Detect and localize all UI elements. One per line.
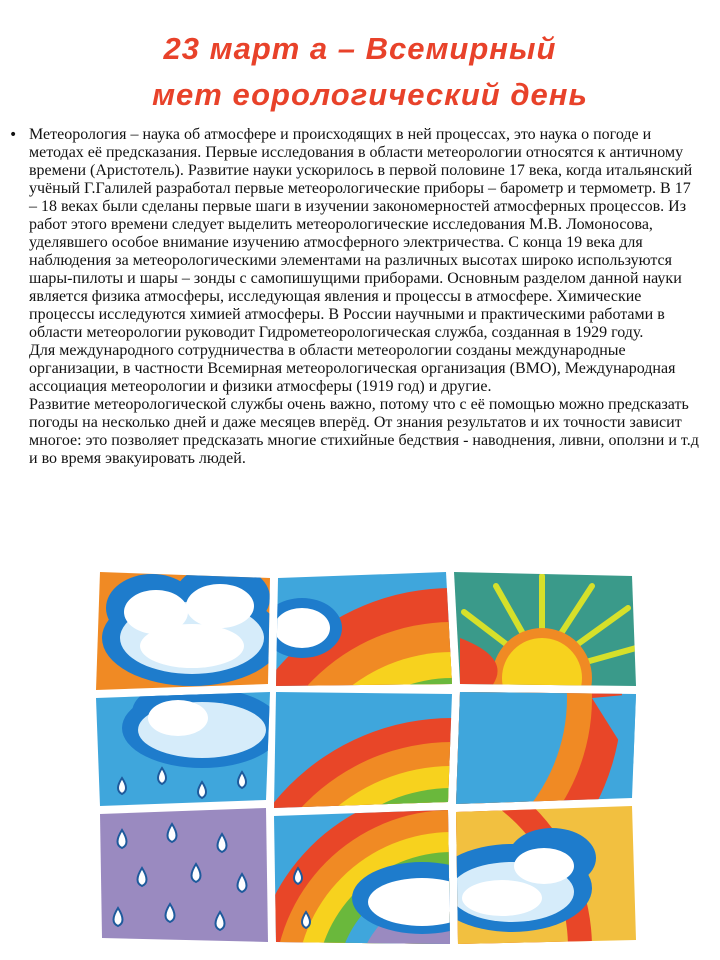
page-title bbox=[0, 26, 720, 118]
paragraph-organizations: Для международного сотрудничества в области метеорологии созданы международные организации, в частности Всемирная метеорологическая организация (ВМО), Международная ассоциация метеорологии и физики атмосферы (1919 год) и другие. bbox=[29, 342, 676, 395]
paragraph-history: Метеорология – наука об атмосфере и происходящих в ней процессах, это наука о погоде и методах её предсказания. Первые исследования в области метеорологии относятся к античному времени (Аристотель). Развитие науки ускорилось в первой половине 17 века, когда итальянский учёный Г.Галилей разработал первые метеорологические приборы – барометр и термометр. В 17 – 18 веках были сделаны первые шаги в изучении закономерностей атмосферных процессов. Из работ этого времени следует выделить метеорологические исследования М.В. Ломоносова, уделявшего особое внимание изучению атмосферного электричества. С конца 19 века для наблюдения за метеорологическими элементами на различных высотах широко используются шары-пилоты и шары – зонды с самопишущими приборами. Основным разделом данной науки является физика атмосферы, исследующая явления и процессы в атмосфере. Химические процессы исследуются химией атмосферы. В России научными и практическими работами в области метеорологии руководит Гидрометеорологическая служба, созданная в 1929 году. bbox=[29, 126, 693, 341]
bullet-icon: • bbox=[9, 127, 18, 143]
paragraph-importance: Развитие метеорологической службы очень важно, потому что с её помощью можно предсказать погоды на несколько дней и даже месяцев вперёд. От знания результатов и их точности зависит многое: это позволяет предсказать многие стихийные бедствия - наводнения, ливни, оползни и т.д и во время эвакуировать людей. bbox=[29, 396, 699, 467]
article-body bbox=[9, 126, 699, 468]
cloud-icon bbox=[262, 598, 342, 658]
weather-mosaic-illustration bbox=[92, 568, 640, 948]
cloud-icon bbox=[102, 568, 282, 686]
title-line-2: мет еорологический день bbox=[152, 77, 588, 112]
title-line-1: 23 март а – Всемирный bbox=[163, 31, 557, 66]
